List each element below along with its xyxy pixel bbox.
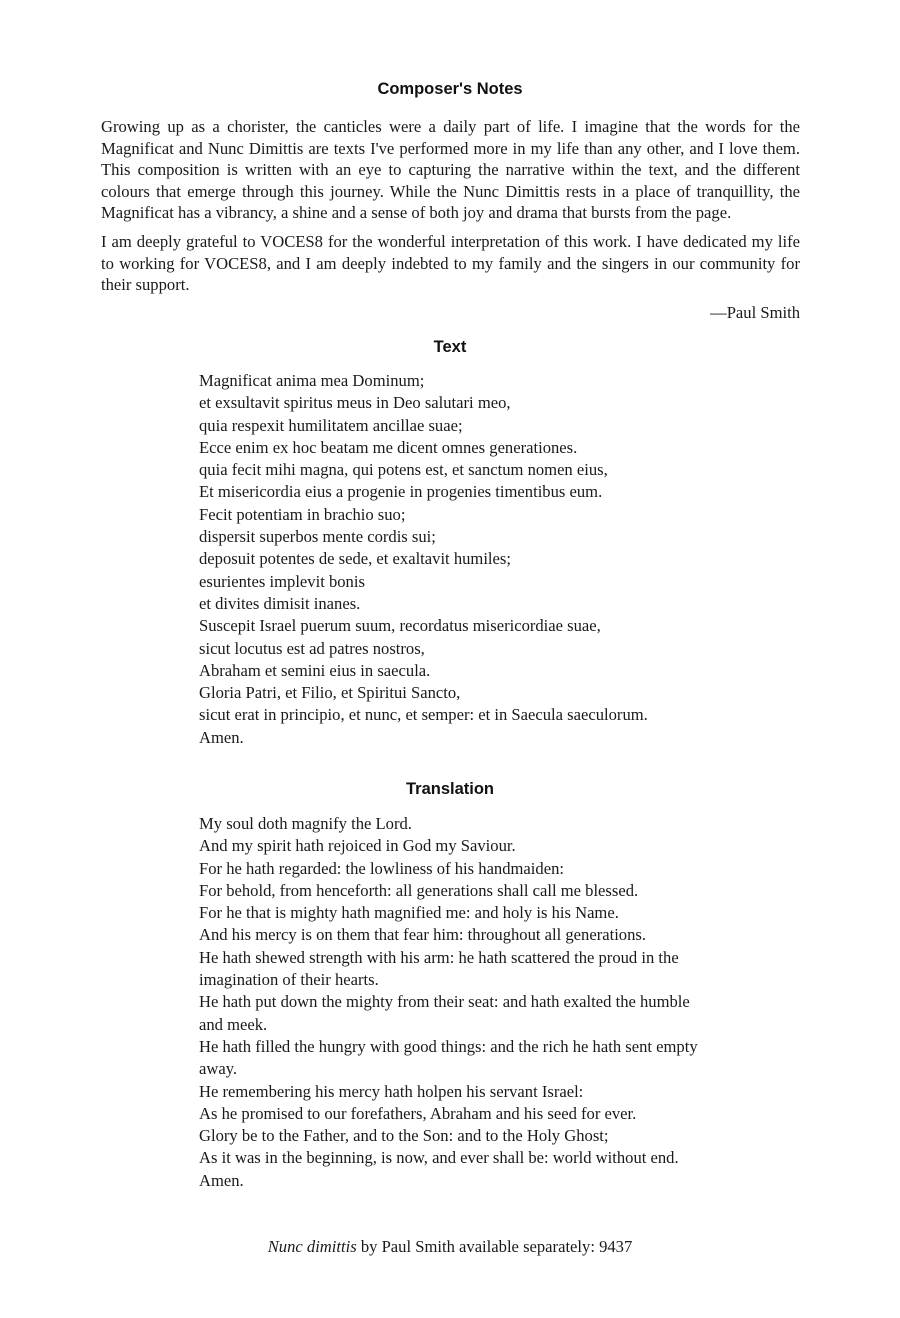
latin-line: sicut erat in principio, et nunc, et semper: et in Saecula saeculorum. [199, 705, 648, 725]
notes-paragraph: Growing up as a chorister, the canticles were a daily part of life. I imagine that the words for the Magnificat and Nunc Dimittis are texts I've performed more in my life than any other, and I love them. This composition is written with an eye to capturing the narrative within the text, and the different colours that emerge through this journey. While the Nunc Dimittis rests in a place of tranquillity, the Magnificat has a vibrancy, a shine and a sense of both joy and drama that bursts from the page. [101, 117, 800, 223]
translation-line: He hath put down the mighty from their seat: and hath exalted the humble and meek. [199, 992, 690, 1034]
translation-text-block [199, 813, 699, 1192]
availability-note [0, 1236, 900, 1258]
notes-paragraph: I am deeply grateful to VOCES8 for the wonderful interpretation of this work. I have dedicated my life to working for VOCES8, and I am deeply indebted to my family and the singers in our community for their support. [101, 231, 800, 295]
latin-line: Abraham et semini eius in saecula. [199, 660, 431, 680]
translation-line: For he hath regarded: the lowliness of his handmaiden: [199, 858, 564, 878]
text-heading: Text [433, 338, 467, 356]
latin-line: Suscepit Israel puerum suum, recordatus misericordiae suae, [199, 616, 601, 636]
latin-line: quia fecit mihi magna, qui potens est, et sanctum nomen eius, [199, 460, 608, 480]
translation-line: For he that is mighty hath magnified me: and holy is his Name. [199, 903, 619, 923]
translation-line: And my spirit hath rejoiced in God my Saviour. [199, 836, 516, 856]
translation-line: Amen. [199, 1170, 244, 1190]
latin-line: dispersit superbos mente cordis sui; [199, 527, 436, 547]
translation-line: And his mercy is on them that fear him: throughout all generations. [199, 925, 647, 945]
latin-line: Magnificat anima mea Dominum; [199, 371, 425, 390]
latin-line: Gloria Patri, et Filio, et Spiritui Sancto, [199, 683, 461, 703]
translation-line: My soul doth magnify the Lord. [199, 814, 412, 833]
translation-line: For behold, from henceforth: all generations shall call me blessed. [199, 880, 639, 900]
latin-line: Et misericordia eius a progenie in progenies timentibus eum. [199, 482, 603, 502]
work-title: Nunc dimittis [267, 1237, 357, 1256]
availability-text: by Paul Smith available separately: 9437 [356, 1237, 633, 1256]
latin-line: Fecit potentiam in brachio suo; [199, 504, 406, 524]
translation-line: He remembering his mercy hath holpen his servant Israel: [199, 1081, 584, 1101]
translation-line: Glory be to the Father, and to the Son: and to the Holy Ghost; [199, 1126, 609, 1146]
latin-line: Ecce enim ex hoc beatam me dicent omnes generationes. [199, 437, 578, 457]
translation-line: As he promised to our forefathers, Abraham and his seed for ever. [199, 1103, 637, 1123]
composers-notes-heading: Composer's Notes [377, 80, 523, 98]
latin-line: quia respexit humilitatem ancillae suae; [199, 415, 463, 435]
latin-line: et exsultavit spiritus meus in Deo salutari meo, [199, 393, 511, 413]
composers-notes-body [101, 116, 800, 303]
latin-text-block [199, 370, 699, 749]
translation-heading: Translation [405, 780, 495, 798]
translation-line: He hath filled the hungry with good things: and the rich he hath sent empty away. [199, 1036, 698, 1079]
latin-line: et divites dimisit inanes. [199, 593, 361, 613]
latin-line: sicut locutus est ad patres nostros, [199, 638, 425, 658]
composer-signature: —Paul Smith [710, 303, 800, 322]
translation-line: As it was in the beginning, is now, and ever shall be: world without end. [199, 1148, 679, 1168]
latin-line: esurientes implevit bonis [199, 571, 365, 591]
translation-line: He hath shewed strength with his arm: he hath scattered the proud in the imagination of their hearts. [199, 947, 679, 990]
latin-line: Amen. [199, 727, 244, 747]
latin-line: deposuit potentes de sede, et exaltavit humiles; [199, 549, 511, 569]
